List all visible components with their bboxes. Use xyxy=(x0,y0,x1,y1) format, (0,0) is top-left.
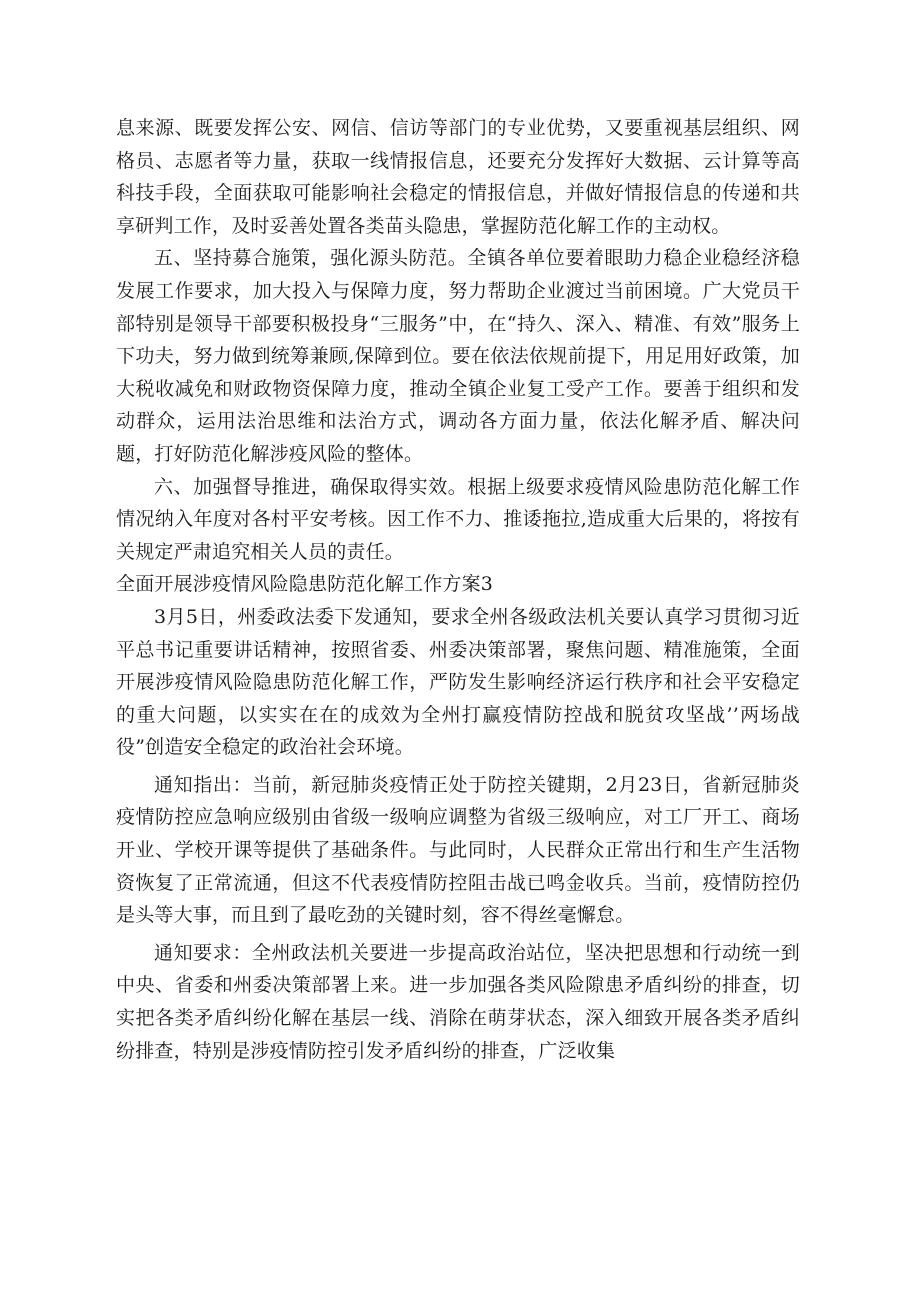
document-page xyxy=(116,112,800,1067)
paragraph-continuation: 息来源、既要发挥公安、网信、信访等部门的专业优势，又要重视基层组织、网格员、志愿者等力量，获取一线情报信息，还要充分发挥好大数据、云计算等高科技手段，全面获取可能影响社会稳定的情报信息，并做好情报信息的传递和共享研判工作，及时妥善处置各类苗头隐患，掌握防范化解工作的主动权。 xyxy=(116,117,800,237)
paragraph-notice-points: 通知指出：当前，新冠肺炎疫情正处于防控关键期，2月23日，省新冠肺炎疫情防控应急响应级别由省级一级响应调整为省级三级响应，对工厂开工、商场开业、学校开课等提供了基础条件。与此同时，人民群众正常出行和生产生活物资恢复了正常流通，但这不代表疫情防控阻击战已鸣金收兵。当前，疫情防控仍是头等大事，而且到了最吃劲的关键时刻，容不得丝毫懈怠。 xyxy=(116,773,800,927)
paragraph-notice-requirements: 通知要求：全州政法机关要进一步提高政治站位，坚决把思想和行动统一到中央、省委和州委决策部署上来。进一步加强各类风险隙患矛盾纠纷的排查，切实把各类矛盾纠纷化解在基层一线、消除在萌芽状态，深入细致开展各类矛盾纠纷排查，特别是涉疫情防控引发矛盾纠纷的排查，广泛收集 xyxy=(116,941,800,1062)
paragraph-section-six: 六、加强督导推进，确保取得实效。根据上级要求疫情风险患防范化解工作情况纳入年度对各村平安考核。因工作不力、推诿拖拉,造成重大后果的，将按有关规定严肃追究相关人员的责任。 xyxy=(116,475,800,563)
paragraph-section-five: 五、坚持募合施策，强化源头防范。全镇各单位要着眼助力稳企业稳经济稳发展工作要求，加大投入与保障力度，努力帮助企业渡过当前困境。广大党员干部特别是领导干部要积极投身“三服务”中，在“持久、深入、精准、有效”服务上下功夫，努力做到统筹兼顾,保障到位。要在依法依规前提下，用足用好政策，加大税收减免和财政物资保障力度，推动全镇企业复工受产工作。要善于组织和发动群众，运用法治思维和法治方式，调动各方面力量，依法化解矛盾、解决问题，打好防范化解涉疫风险的整体。 xyxy=(116,247,800,465)
paragraph-notice-intro: 3月5日，州委政法委下发通知，要求全州各级政法机关要认真学习贯彻习近平总书记重要讲话精神，按照省委、州委决策部署，聚焦问题、精准施策，全面开展涉疫情风险隐患防范化解工作，严防发生影响经济运行秩序和社会平安稳定的重大问题，以实实在在的成效为全州打赢疫情防控战和脱贫攻坚战’’两场战役”创造安全稳定的政治社会环境。 xyxy=(116,605,800,759)
section-title: 全面开展涉疫情风险隐患防范化解工作方案3 xyxy=(116,573,494,596)
